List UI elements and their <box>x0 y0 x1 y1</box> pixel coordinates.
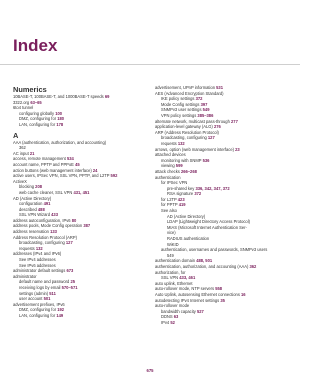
page-link[interactable]: 52 <box>170 319 175 325</box>
entry-term: requests <box>19 245 35 251</box>
page-number: 675 <box>146 368 154 373</box>
entry-term: See IPv6 addresses <box>19 262 56 268</box>
page-link[interactable]: 266–268 <box>180 168 197 174</box>
entry-term: pre-shared key <box>167 185 195 191</box>
page-link[interactable]: 372 <box>194 191 202 197</box>
entry-term: address pools, Mode Config operation <box>13 223 83 229</box>
page-title: Index <box>13 36 58 55</box>
entry-term: attack checks <box>155 168 180 174</box>
entry-term: addresses (IPv4 and IPv6) <box>13 251 62 257</box>
entry-term: IPv4 <box>161 319 170 325</box>
page-link[interactable]: 385–386 <box>197 112 214 118</box>
entry-term: Auto Uplink, autosensing Ethernet connections <box>155 291 240 297</box>
entry-term: requests <box>161 140 177 146</box>
page-link[interactable]: 208 <box>35 184 43 190</box>
index-column-right <box>155 85 290 326</box>
page-link[interactable]: 549 <box>202 107 210 113</box>
page-link[interactable]: 536 <box>202 157 210 163</box>
entry-term: receiving logs by email <box>19 285 61 290</box>
page-link[interactable]: 527 <box>196 308 204 314</box>
entry-term: broadcasting, configuring <box>161 135 207 141</box>
page-link[interactable]: 25 <box>70 279 75 285</box>
entry-term: 10BASE-T, 100BASE-T, and 1000BASE-T speeds <box>13 94 104 99</box>
entry-term: described <box>19 206 37 212</box>
entry-term: web cache cleaner, SSL VPN <box>19 189 73 195</box>
page-link[interactable]: 372 <box>195 96 203 102</box>
entry-term: authentication, authorization, and accounting (AAA) <box>155 264 249 269</box>
entry-term: DDNS <box>161 314 173 320</box>
page-link[interactable]: 149 <box>56 312 64 318</box>
entry-term: DMZ, configuring for <box>19 116 57 122</box>
page-link[interactable]: 35 <box>220 297 225 303</box>
page-link[interactable]: 570–571 <box>61 285 78 290</box>
entry-term: authorization, for <box>155 269 186 275</box>
page-link[interactable]: 534 <box>66 156 74 162</box>
entry-term: bandwidth capacity <box>161 308 196 314</box>
entry-term: ARP (Address Resolution Protocol) <box>155 129 219 135</box>
entry-term: 362 <box>19 145 26 151</box>
entry-term: See also <box>161 208 177 214</box>
page-link[interactable]: 531 <box>216 85 223 90</box>
entry-term: user account <box>19 296 43 302</box>
page-link[interactable]: 80 <box>71 217 77 223</box>
page-link[interactable]: 69 <box>104 94 110 99</box>
entry-term: 549 <box>167 252 174 258</box>
page-link[interactable]: 336, 342, 347, 372 <box>195 185 230 191</box>
entry-term: auto-rollover mode <box>155 303 190 309</box>
entry-term: configuration <box>19 201 43 207</box>
index-header <box>0 0 300 65</box>
entry-term: attached devices <box>155 152 186 158</box>
entry-term: for L2TP <box>161 196 177 202</box>
entry-term: application-level gateway (ALG) <box>155 124 213 130</box>
section-heading: A <box>13 130 19 140</box>
entry-term: blocking <box>19 184 35 190</box>
entry-term: ActiveX <box>13 178 27 184</box>
entry-term: AAA (authentication, authorization, and accounting) <box>13 139 107 145</box>
entry-term: access, remote management <box>13 156 66 162</box>
entry-term: for IPSec VPN <box>161 180 188 186</box>
entry-term: auto uplink, Ethernet <box>155 280 193 286</box>
entry-term: IKE policy settings <box>161 96 195 102</box>
index-entry <box>13 313 141 319</box>
entry-term: address reservation <box>13 229 49 235</box>
entry-term: advertisement, UPnP information <box>155 85 215 90</box>
page-link[interactable]: 100 <box>55 110 63 116</box>
page-link[interactable]: 387 <box>83 223 91 229</box>
entry-term: 6to4 tunnel <box>13 105 34 111</box>
entry-term: account name, PPTP and PPPoE <box>13 161 74 167</box>
page-link[interactable]: 132 <box>177 140 185 146</box>
page-link[interactable]: 397 <box>200 101 208 107</box>
page-link[interactable]: 45 <box>75 161 80 167</box>
page-link[interactable]: 133 <box>50 229 57 235</box>
page-link[interactable]: 180 <box>57 116 65 122</box>
entry-term: VPN policy settings <box>161 112 197 118</box>
entry-term: auto-rollover mode, NTP servers <box>155 286 215 292</box>
entry-term: vice) <box>167 230 176 236</box>
page-link[interactable]: 23 <box>235 146 240 152</box>
entry-term: authentication, usernames and passwords, SNMPv3 users <box>161 247 268 253</box>
entry-term: LAN, configuring for <box>19 312 56 318</box>
index-entry <box>155 320 290 326</box>
page-link[interactable]: 599 <box>175 163 183 169</box>
page-link[interactable]: 423 <box>177 196 185 202</box>
index-column-left <box>13 85 141 319</box>
page-link[interactable]: 362 <box>249 264 257 269</box>
entry-term: monitoring with SNMP <box>161 157 202 163</box>
entry-term: configuring globally <box>19 110 55 116</box>
page-link[interactable]: 488, 501 <box>196 258 213 264</box>
entry-term: advertisement prefixes, IPv6 <box>13 301 65 307</box>
entry-term: administrator <box>13 273 37 279</box>
entry-term: RADIUS authentication <box>167 236 210 242</box>
page-link[interactable]: 558 <box>215 286 223 292</box>
page-link[interactable]: 592 <box>110 173 118 179</box>
entry-term: broadcasting, configuring <box>19 240 65 246</box>
entry-term: autodetecting IPv4 Internet settings <box>155 297 220 303</box>
entry-term: RSA signature <box>167 191 194 197</box>
page-link[interactable]: 178 <box>56 121 64 127</box>
page-link[interactable]: 63–65 <box>30 99 42 105</box>
page-link[interactable]: 511 <box>49 290 56 296</box>
entry-term: viewing <box>161 163 175 169</box>
entry-term: AC input <box>13 150 29 156</box>
page-link[interactable]: 419 <box>178 202 186 208</box>
section-heading: Numerics <box>13 85 47 94</box>
entry-term: alternate network, multicast pass-through <box>155 118 230 124</box>
page-link[interactable]: 277 <box>231 118 238 124</box>
page-link[interactable]: 431, 451 <box>73 189 90 195</box>
entry-term: AD (Active Directory) <box>13 195 52 201</box>
page-link[interactable]: 132 <box>35 245 43 251</box>
page-link[interactable]: 192 <box>57 307 65 313</box>
entry-term: authentication domain <box>155 258 196 264</box>
entry-term: SNMPv3 user settings <box>161 107 202 113</box>
entry-term: 3322.org <box>13 99 30 105</box>
entry-term: SSL VPN <box>161 275 179 281</box>
entry-term: See IPv4 addresses <box>19 257 56 263</box>
entry-term: MIAS (Microsoft Internet Authentication Ser- <box>167 224 247 230</box>
page-link[interactable]: 276 <box>213 124 221 130</box>
page-link[interactable]: 63 <box>173 314 179 320</box>
page-link[interactable]: 24 <box>92 167 98 173</box>
page-link[interactable]: 491 <box>43 201 51 207</box>
entry-term: action buttons (web management interface) <box>13 167 92 173</box>
page-link[interactable]: 433, 461 <box>179 275 196 281</box>
entry-term: administrator default settings <box>13 268 66 274</box>
page-link[interactable]: 488 <box>37 206 45 212</box>
entry-term: arrows, option (web management interface) <box>155 146 234 152</box>
page-link[interactable]: 673 <box>66 268 74 274</box>
entry-term: DMZ, configuring for <box>19 307 57 313</box>
page-link[interactable]: 127 <box>65 240 73 246</box>
entry-term: LAN, configuring for <box>19 121 56 127</box>
entry-term: WiKID <box>167 241 179 247</box>
entry-term: AD (Active Directory) <box>167 213 206 219</box>
entry-term: Mode Config settings <box>161 101 200 107</box>
entry-term: settings (admin) <box>19 290 49 296</box>
entry-term: LDAP (Lightweight Directory Access Protocol) <box>167 219 250 225</box>
entry-term: SSL VPN Wizard <box>19 212 51 218</box>
page-link[interactable]: 501 <box>43 296 51 302</box>
entry-term: default name and password <box>19 279 70 285</box>
entry-term: Address Resolution Protocol (ARP) <box>13 234 77 240</box>
page-link[interactable]: 16 <box>241 291 246 297</box>
page-link[interactable]: 127 <box>207 135 215 141</box>
page-link[interactable]: 21 <box>29 150 35 156</box>
entry-term: for PPTP <box>161 202 178 208</box>
entry-term: address autoconfiguration, IPv6 <box>13 217 71 223</box>
page-link[interactable]: 433 <box>51 212 58 218</box>
entry-term: active users, IPSec VPN, SSL VPN, PPTP, and L2TP <box>13 173 110 179</box>
entry-term: AES (Advanced Encryption Standard) <box>155 90 224 96</box>
entry-term: authentication <box>155 174 181 180</box>
